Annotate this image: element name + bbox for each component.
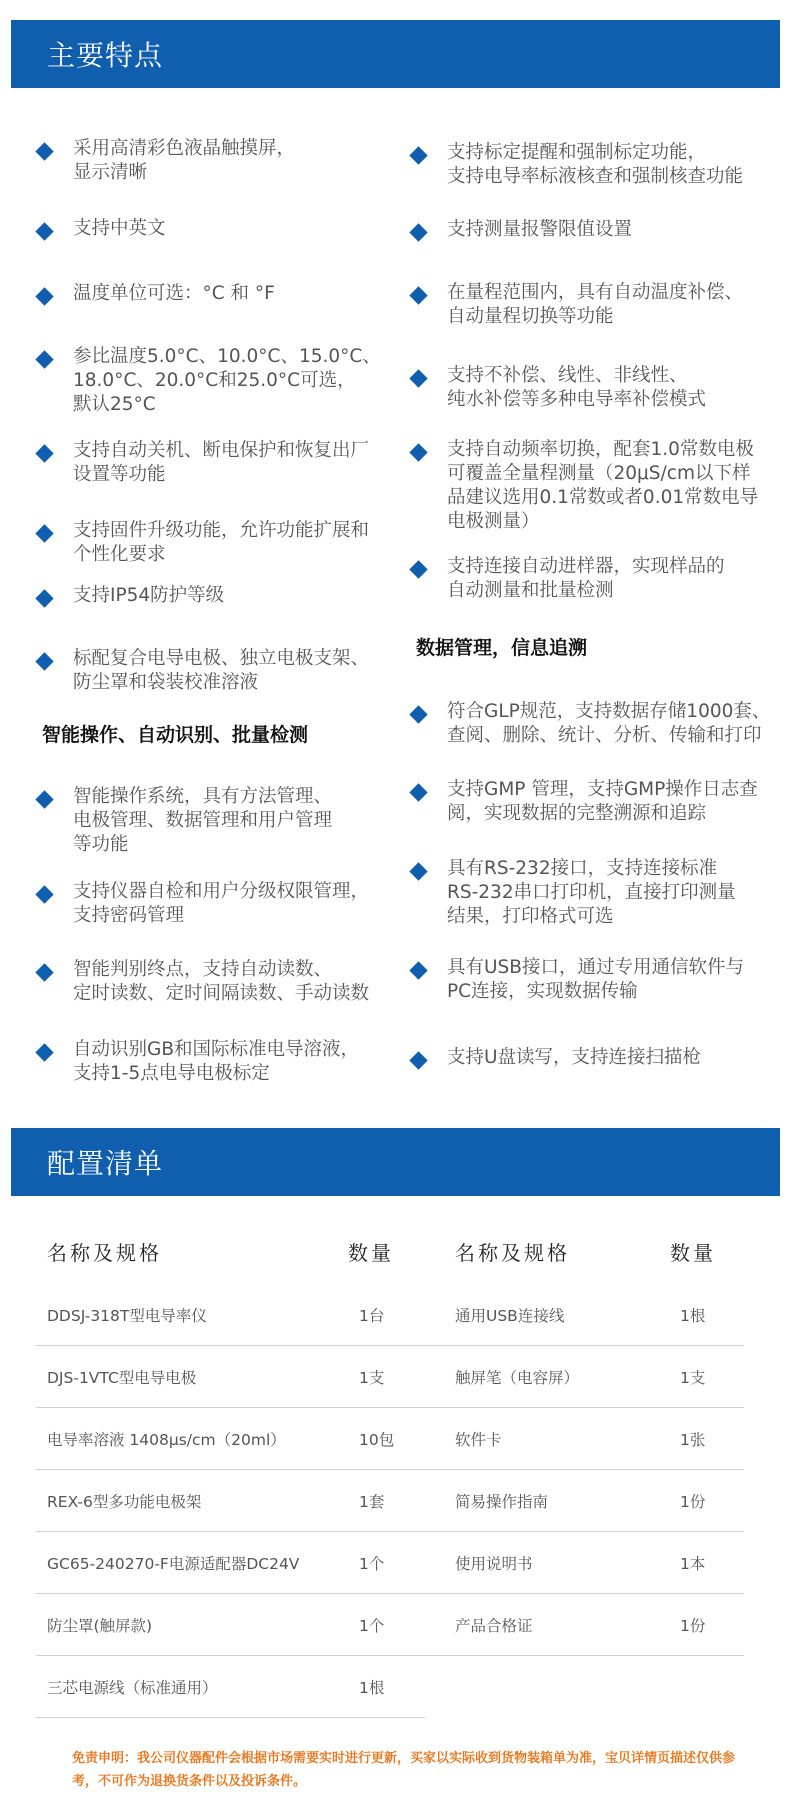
features-right-column: 支持标定提醒和强制标定功能， 支持电导率标液核查和强制核查功能 支持测量报警限值设置 在量程范围内，具有自动温度补偿、 自动量程切换等功能 支持不补偿、线性、非线性、 纯水补偿等多种电导率补偿模式 支持自动频率切换，配套1.0常数电极 可覆盖全量程测量（20μS/cm以下样 品建议选用0.1常数或者0.01常数电导 电极测量） 支持连接自动进样器，实现样品的 自动测量和批量检测 数据管理，信息追溯 符合GLP规范，支持数据存储1000套、 查阅、删除、统计、分析、传输和打印 支持GMP 管理，支持GMP操作日志查 阅，实现数据的完整溯源和追踪 具有RS-232接口，支持连接标准 RS-232串口打印机，直接打印测量 结果，打印格式可选 具有USB接口，通过专用通信软件与 PC连接，实现数据传输 支持U盘读写，支持连接扫描枪: [412, 0, 790, 1100]
table-row: [425, 1346, 744, 1408]
table-row: [425, 1408, 744, 1470]
diamond-bullet-icon: [409, 783, 427, 801]
table-row: [36, 1346, 425, 1408]
item-qty: 10包: [359, 1430, 395, 1449]
section-title: 配置清单: [47, 1147, 164, 1180]
column-header-name: 名称及规格: [47, 1241, 162, 1265]
diamond-bullet-icon: [409, 560, 427, 578]
item-name: DDSJ-318T型电导率仪: [47, 1306, 207, 1325]
diamond-bullet-icon: [409, 369, 427, 387]
item-name: 产品合格证: [455, 1616, 533, 1635]
item-name: 通用USB连接线: [455, 1306, 565, 1325]
diamond-bullet-icon: [409, 1051, 427, 1069]
column-header-qty: 数量: [670, 1241, 716, 1265]
diamond-bullet-icon: [35, 1043, 53, 1061]
table-row: [425, 1532, 744, 1594]
diamond-bullet-icon: [35, 444, 53, 462]
item-name: 触屏笔（电容屏）: [455, 1368, 580, 1387]
item-qty: 1支: [680, 1368, 706, 1387]
diamond-bullet-icon: [409, 443, 427, 461]
diamond-bullet-icon: [409, 286, 427, 304]
diamond-bullet-icon: [35, 142, 53, 160]
item-name: GC65-240270-F电源适配器DC24V: [47, 1554, 300, 1573]
column-header-name: 名称及规格: [455, 1241, 570, 1265]
table-row: [36, 1594, 425, 1656]
diamond-bullet-icon: [409, 961, 427, 979]
diamond-bullet-icon: [35, 524, 53, 542]
item-name: 防尘罩(触屏款): [47, 1616, 153, 1635]
section-title: 主要特点: [47, 39, 164, 72]
item-qty: 1个: [359, 1554, 385, 1573]
subheading-smart-operation: 智能操作、自动识别、批量检测: [42, 724, 309, 746]
item-name: REX-6型多功能电极架: [47, 1492, 202, 1511]
item-qty: 1台: [359, 1306, 385, 1325]
diamond-bullet-icon: [35, 350, 53, 368]
item-name: 电导率溶液 1408μs/cm（20ml）: [47, 1430, 286, 1449]
item-qty: 1套: [359, 1492, 385, 1511]
diamond-bullet-icon: [35, 885, 53, 903]
item-name: 使用说明书: [455, 1554, 533, 1573]
item-qty: 1支: [359, 1368, 385, 1387]
diamond-bullet-icon: [35, 963, 53, 981]
table-row: [425, 1284, 744, 1346]
item-qty: 1本: [680, 1554, 706, 1573]
diamond-bullet-icon: [409, 705, 427, 723]
diamond-bullet-icon: [409, 862, 427, 880]
table-row: [36, 1656, 425, 1718]
item-qty: 1张: [680, 1430, 706, 1449]
item-qty: 1份: [680, 1616, 706, 1635]
item-qty: 1个: [359, 1616, 385, 1635]
subheading-data-management: 数据管理，信息追溯: [416, 637, 588, 659]
disclaimer-text: 免责申明：我公司仪器配件会根据市场需要实时进行更新，买家以实际收到货物装箱单为准，宝贝详情页描述仅供参考，不可作为退换货条件以及投诉条件。: [72, 1751, 736, 1789]
diamond-bullet-icon: [35, 222, 53, 240]
diamond-bullet-icon: [35, 287, 53, 305]
column-header-qty: 数量: [348, 1241, 394, 1265]
table-row: [36, 1532, 425, 1594]
diamond-bullet-icon: [35, 589, 53, 607]
item-qty: 1份: [680, 1492, 706, 1511]
item-name: DJS-1VTC型电导电极: [47, 1368, 197, 1387]
diamond-bullet-icon: [35, 652, 53, 670]
item-name: 三芯电源线（标准通用）: [47, 1678, 218, 1697]
table-row: [425, 1470, 744, 1532]
item-qty: 1根: [680, 1306, 706, 1325]
item-name: 简易操作指南: [455, 1492, 549, 1511]
table-row: [425, 1594, 744, 1656]
diamond-bullet-icon: [409, 223, 427, 241]
section-banner-config: [11, 1128, 780, 1196]
table-row: [36, 1408, 425, 1470]
table-row: [36, 1470, 425, 1532]
diamond-bullet-icon: [35, 790, 53, 808]
features-left-column: 采用高清彩色液晶触摸屏， 显示清晰 支持中英文 温度单位可选：°C 和 °F 参比温度5.0°C、10.0°C、15.0°C、 18.0°C、20.0°C和25.0°C可选， 默认25°C 支持自动关机、断电保护和恢复出厂 设置等功能 支持固件升级功能，允许功能扩展和 个性化要求 支持IP54防护等级 标配复合电导电极、独立电极支架、 防尘罩和袋装校准溶液 智能操作、自动识别、批量检测 智能操作系统，具有方法管理、 电极管理、数据管理和用户管理 等功能 支持仪器自检和用户分级权限管理， 支持密码管理 智能判别终点，支持自动读数、 定时读数、定时间隔读数、手动读数 自动识别GB和国际标准电导溶液， 支持1-5点电导电极标定: [38, 0, 418, 1100]
diamond-bullet-icon: [409, 146, 427, 164]
item-name: 软件卡: [455, 1430, 502, 1449]
item-qty: 1根: [359, 1678, 385, 1697]
table-row: [36, 1284, 425, 1346]
